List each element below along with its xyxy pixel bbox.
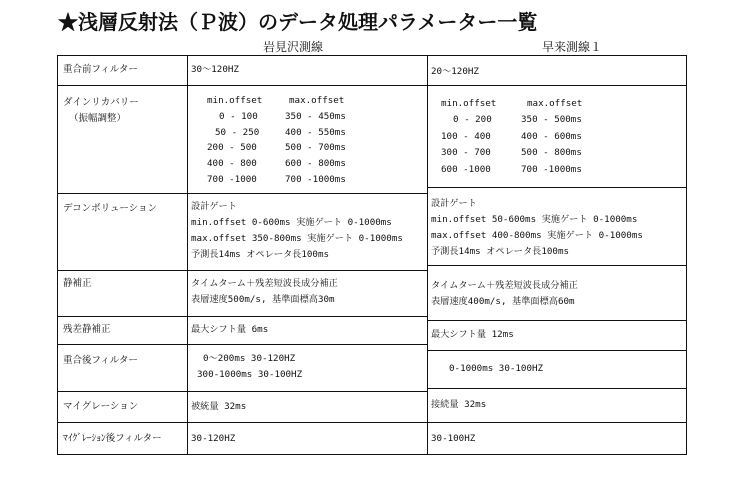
row-divider <box>427 187 687 188</box>
row-divider <box>57 422 687 423</box>
row-divider <box>427 320 687 321</box>
divergence-head-min: min.offset <box>207 95 263 106</box>
migration-iwamizawa: 被統量 32ms <box>191 401 247 412</box>
migration-hayakita: 接続量 32ms <box>431 399 487 410</box>
table-cell: 400 - 600ms <box>521 130 582 142</box>
row-divider <box>57 193 427 194</box>
decon-design-gate: 設計ゲート <box>191 201 237 212</box>
divergence-head-max: max.offset <box>527 98 583 109</box>
residual-iwamizawa: 最大シフト量 6ms <box>191 324 269 335</box>
static-method: タイムターム＋残差短波長成分補正 <box>431 280 578 291</box>
table-cell: 500 - 700ms <box>285 142 346 154</box>
table-cell: 400 - 800 <box>207 158 257 170</box>
row-label-prefilter: 重合前フィルター <box>63 64 138 75</box>
static-params: 表層速度400m/s, 基準面標高60m <box>431 296 575 308</box>
table-cell: 0 - 200 <box>453 114 492 126</box>
static-params: 表層速度500m/s, 基準面標高30m <box>191 294 335 306</box>
decon-max-offset: max.offset 400-800ms 実施ゲート 0-1000ms <box>431 230 643 242</box>
decon-max-offset: max.offset 350-800ms 実施ゲート 0-1000ms <box>191 233 403 245</box>
decon-hayakita <box>431 196 643 260</box>
row-divider <box>427 350 687 351</box>
postfilter-hayakita: 0-1000ms 30-100HZ <box>449 363 544 374</box>
divergence-iwamizawa <box>207 93 346 188</box>
postfilter-iwamizawa <box>197 351 302 383</box>
postmig-iwamizawa: 30-120HZ <box>191 433 236 444</box>
row-label-static: 静補正 <box>63 278 92 289</box>
postfilter-line: 0～200ms 30-120HZ <box>203 353 296 364</box>
table-cell: 700 -1000ms <box>285 174 346 186</box>
table-cell: 350 - 450ms <box>285 110 346 122</box>
table-cell: 200 - 500 <box>207 142 257 154</box>
row-label-residual: 残差静補正 <box>63 324 111 335</box>
divergence-label: ダインリカバリー <box>63 97 139 108</box>
column-divider <box>427 55 428 455</box>
divergence-head-min: min.offset <box>441 98 497 109</box>
row-label-decon: デコンボリューション <box>63 203 157 214</box>
decon-prediction: 予測長14ms オペレータ長100ms <box>191 249 330 261</box>
postfilter-line: 300-1000ms 30-100HZ <box>197 369 303 381</box>
decon-prediction: 予測長14ms オペレータ長100ms <box>431 246 570 258</box>
row-divider <box>427 388 687 389</box>
divergence-head-max: max.offset <box>289 95 345 106</box>
table-cell: 300 - 700 <box>441 147 491 159</box>
decon-min-offset: min.offset 0-600ms 実施ゲート 0-1000ms <box>191 217 392 229</box>
row-label-migration: マイグレーション <box>63 401 139 412</box>
prefilter-iwamizawa: 30～120HZ <box>191 64 239 75</box>
column-header-hayakita: 早来測線１ <box>542 40 603 54</box>
divergence-sublabel: （振幅調整） <box>69 113 127 125</box>
row-divider <box>57 316 427 317</box>
page-title: ★浅層反射法（Ｐ波）のデータ処理パラメーター一覧 <box>58 10 538 34</box>
parameter-table <box>57 55 687 455</box>
static-hayakita <box>431 278 578 310</box>
table-cell: 350 - 500ms <box>521 114 582 126</box>
table-cell: 500 - 800ms <box>521 147 582 159</box>
row-divider <box>57 270 427 271</box>
postmig-hayakita: 30-100HZ <box>431 433 476 444</box>
table-cell: 50 - 250 <box>215 126 260 138</box>
table-cell: 0 - 100 <box>219 110 258 122</box>
row-divider <box>427 265 687 266</box>
table-cell: 100 - 400 <box>441 130 491 142</box>
divergence-hayakita <box>441 96 582 178</box>
row-label-postfilter: 重合後フィルター <box>63 355 138 366</box>
row-label-postmig: ﾏｲｸﾞﾚｰｼｮﾝ後フィルター <box>63 433 162 444</box>
decon-iwamizawa <box>191 199 403 263</box>
decon-min-offset: min.offset 50-600ms 実施ゲート 0-1000ms <box>431 214 638 226</box>
table-cell: 700 -1000 <box>207 174 257 186</box>
column-header-iwamizawa: 岩見沢測線 <box>263 40 324 54</box>
row-divider <box>57 391 427 392</box>
row-label-divergence <box>63 95 139 127</box>
table-cell: 700 -1000ms <box>521 163 582 175</box>
row-divider <box>57 85 687 86</box>
table-cell: 600 -1000 <box>441 163 491 175</box>
residual-hayakita: 最大シフト量 12ms <box>431 329 514 340</box>
table-cell: 400 - 550ms <box>285 126 346 138</box>
column-divider <box>187 55 188 455</box>
prefilter-hayakita: 20～120HZ <box>431 66 479 77</box>
decon-design-gate: 設計ゲート <box>431 198 477 209</box>
table-cell: 600 - 800ms <box>285 158 346 170</box>
row-divider <box>57 344 427 345</box>
static-method: タイムターム＋残差短波長成分補正 <box>191 278 338 289</box>
static-iwamizawa <box>191 276 338 308</box>
